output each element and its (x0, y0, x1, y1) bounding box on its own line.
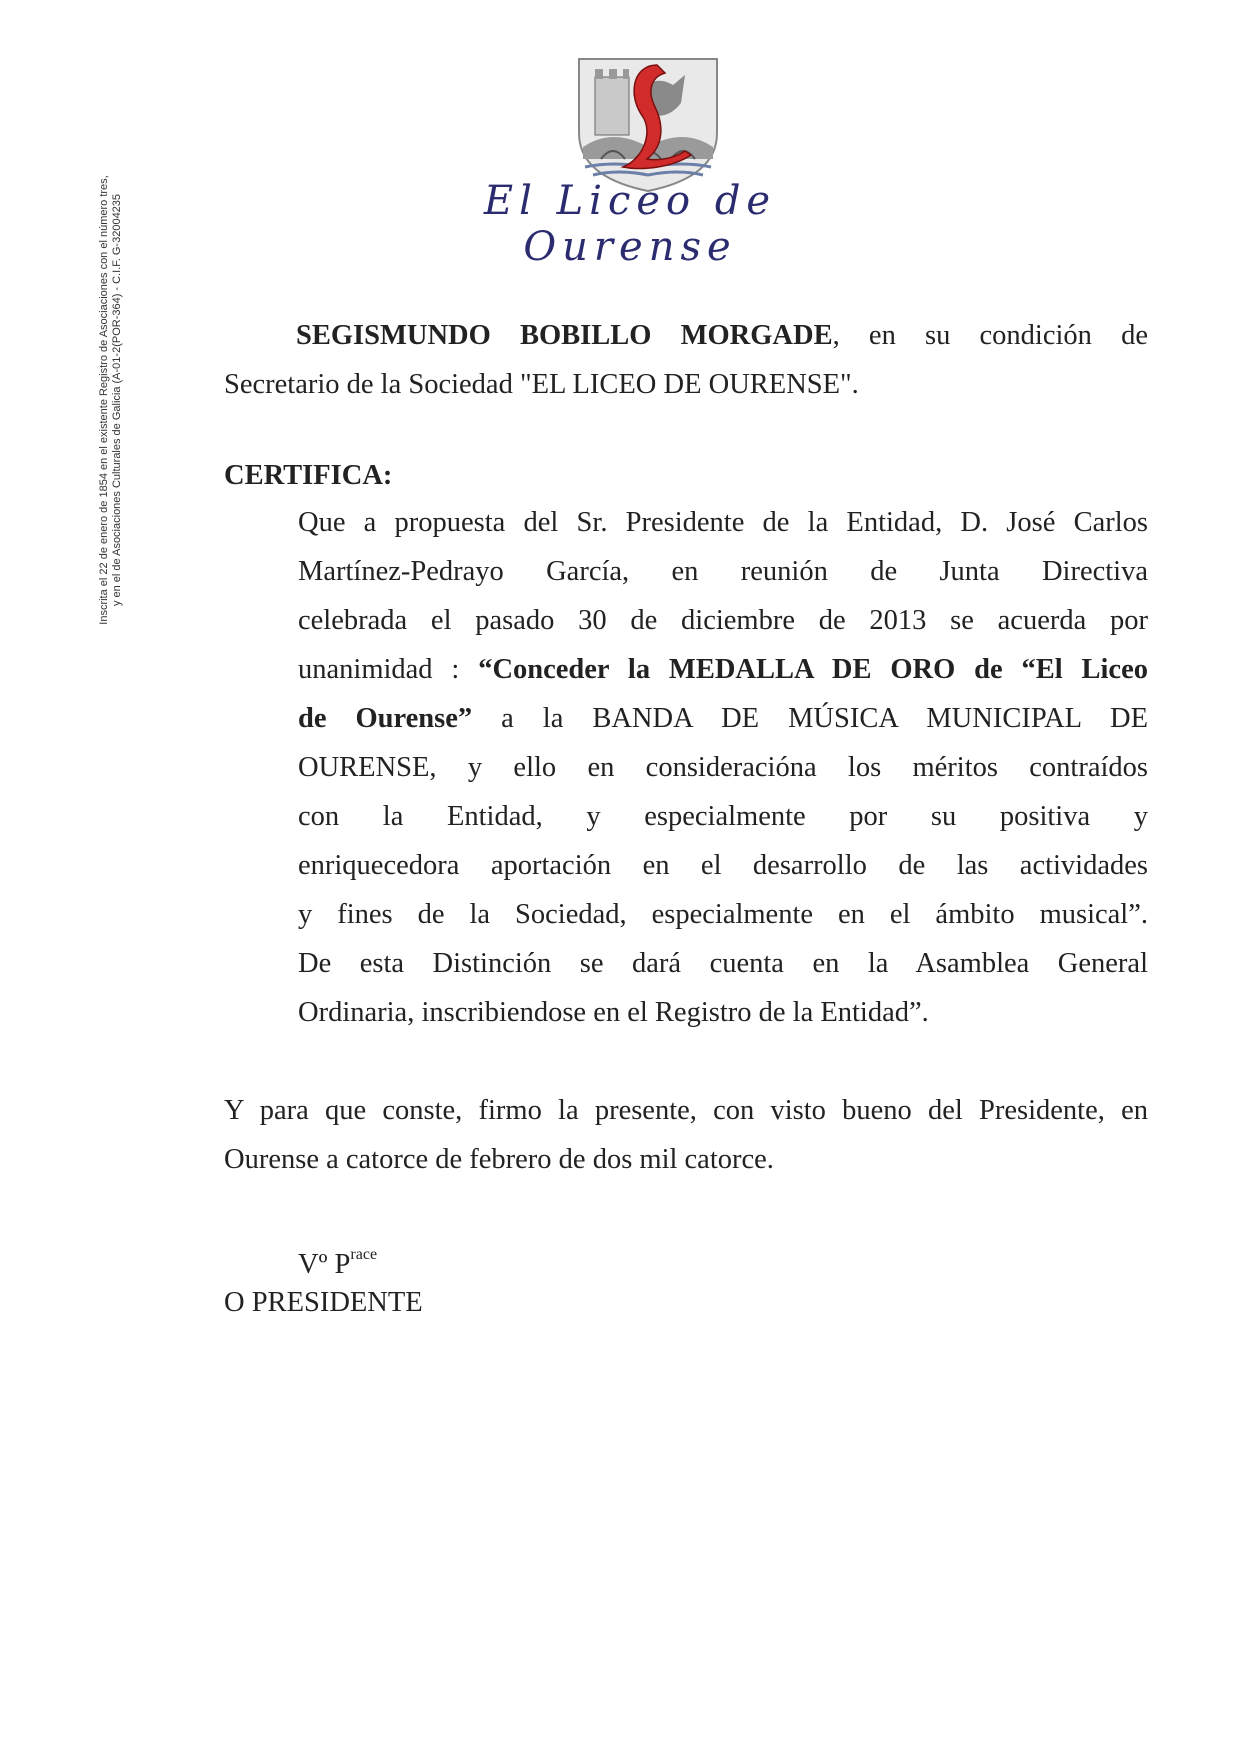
certification-body (298, 498, 1148, 1037)
registry-note-sidebar (98, 0, 124, 830)
body-line: OURENSE, y ello en consideracióna los méritos contraídos (298, 752, 1148, 783)
body-line: y fines de la Sociedad, especialmente en el ámbito musical”. (298, 899, 1148, 930)
body-line: Que a propuesta del Sr. Presidente de la Entidad, D. José Carlos (298, 507, 1148, 538)
body-line: de Ourense” a la BANDA DE MÚSICA MUNICIPAL DE (298, 703, 1148, 734)
certifica-heading: CERTIFICA: (224, 460, 393, 491)
intro-paragraph: SEGISMUNDO BOBILLO MORGADE, en su condición de Secretario de la Sociedad "EL LICEO DE OURENSE". (224, 311, 1148, 409)
body-line: enriquecedora aportación en el desarrollo de las actividades (298, 850, 1148, 881)
resolution-text: “Conceder la MEDALLA DE ORO de “El Liceo (478, 654, 1148, 685)
approval-mark: Vº $P^{race}$ (298, 1246, 378, 1280)
org-name-script: El Liceo de Ourense (483, 178, 777, 270)
body-line: De esta Distinción se dará cuenta en la Asamblea General (298, 948, 1148, 979)
closing-line: Y para que conste, firmo la presente, con visto bueno del Presidente, en (224, 1095, 1148, 1126)
intro-line: Secretario de la Sociedad "EL LICEO DE OURENSE". (224, 369, 859, 400)
closing-line: Ourense a catorce de febrero de dos mil catorce. (224, 1144, 774, 1175)
signature-role: O PRESIDENTE (224, 1287, 423, 1318)
body-line: unanimidad : “Conceder la MEDALLA DE ORO de “El Liceo (298, 654, 1148, 685)
registry-note-line: y en el de Asociaciones Culturales de Galicia (A-01-2(POR-364) - C.I.F. G-32004235 (111, 193, 123, 607)
liceo-crest-logo (573, 55, 723, 195)
body-line: Ordinaria, inscribiendose en el Registro de la Entidad”. (298, 997, 929, 1028)
body-line: celebrada el pasado 30 de diciembre de 2013 se acuerda por (298, 605, 1148, 636)
body-line: Martínez-Pedrayo García, en reunión de Junta Directiva (298, 556, 1148, 587)
body-line: con la Entidad, y especialmente por su positiva y (298, 801, 1148, 832)
closing-paragraph (224, 1086, 1148, 1184)
registry-note-line: Inscrita el 22 de enero de 1854 en el existente Registro de Asociaciones con el número tres, (98, 175, 110, 625)
secretary-name: SEGISMUNDO BOBILLO MORGADE (296, 320, 833, 351)
